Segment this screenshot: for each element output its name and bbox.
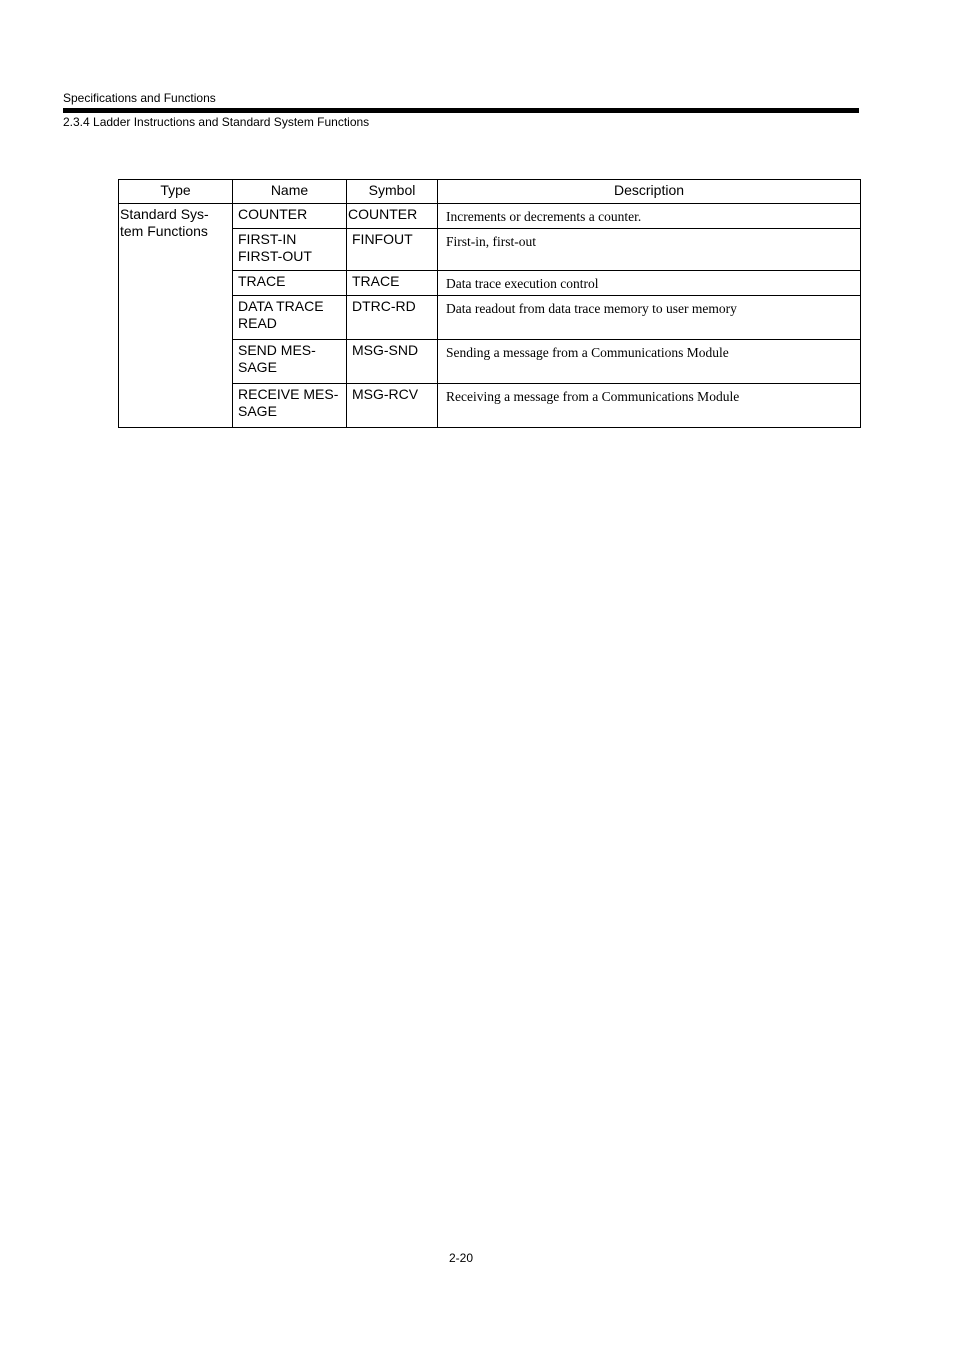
- description-cell: Increments or decrements a counter.: [438, 204, 861, 229]
- name-line: SEND MES-: [238, 342, 316, 358]
- column-header-description: Description: [438, 180, 861, 204]
- name-line: COUNTER: [238, 206, 308, 222]
- name-line: SAGE: [238, 359, 277, 375]
- running-header-subsection: 2.3.4 Ladder Instructions and Standard System Functions: [63, 115, 370, 129]
- name-line: RECEIVE MES-: [238, 386, 339, 402]
- column-header-name: Name: [233, 180, 347, 204]
- description-cell: Sending a message from a Communications Module: [438, 340, 861, 384]
- name-line: DATA TRACE: [238, 298, 324, 314]
- running-header-section: Specifications and Functions: [63, 91, 216, 105]
- name-cell: [233, 271, 347, 296]
- type-line: tem Functions: [120, 223, 208, 239]
- symbol-cell: TRACE: [347, 271, 438, 296]
- description-cell: Receiving a message from a Communications Module: [438, 384, 861, 428]
- table-row: [119, 204, 861, 229]
- name-cell: [233, 229, 347, 271]
- page-number: 2-20: [448, 1251, 474, 1265]
- table-header-row: [119, 180, 861, 204]
- name-line: READ: [238, 315, 277, 331]
- name-cell: [233, 204, 347, 229]
- type-line: Standard Sys-: [120, 206, 209, 222]
- column-header-type: Type: [119, 180, 233, 204]
- description-cell: Data readout from data trace memory to user memory: [438, 296, 861, 340]
- description-cell: First-in, first-out: [438, 229, 861, 271]
- symbol-cell: MSG-SND: [347, 340, 438, 384]
- symbol-cell: FINFOUT: [347, 229, 438, 271]
- symbol-cell: MSG-RCV: [347, 384, 438, 428]
- type-cell: [119, 204, 233, 428]
- standard-system-functions-table: [118, 179, 861, 428]
- name-cell: [233, 296, 347, 340]
- description-cell: Data trace execution control: [438, 271, 861, 296]
- column-header-symbol: Symbol: [347, 180, 438, 204]
- name-line: TRACE: [238, 273, 286, 289]
- name-cell: [233, 384, 347, 428]
- header-rule: [63, 108, 859, 113]
- symbol-cell: DTRC-RD: [347, 296, 438, 340]
- name-cell: [233, 340, 347, 384]
- symbol-cell: COUNTER: [347, 204, 438, 229]
- name-line: FIRST-OUT: [238, 248, 312, 264]
- name-line: SAGE: [238, 403, 277, 419]
- name-line: FIRST-IN: [238, 231, 297, 247]
